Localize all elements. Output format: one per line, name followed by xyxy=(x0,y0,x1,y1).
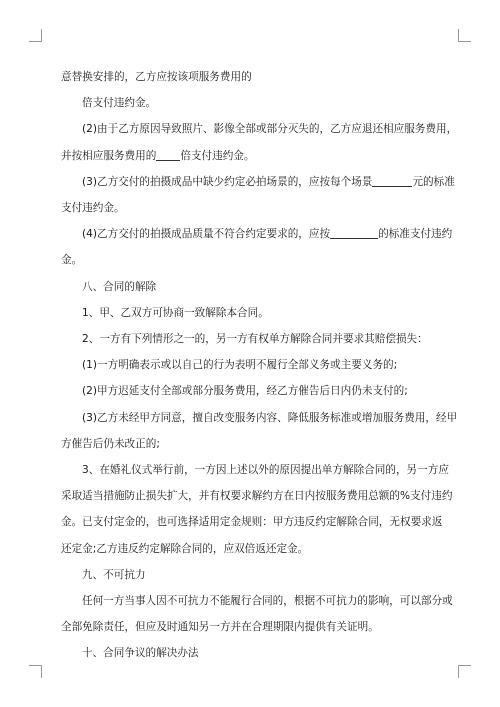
text-line: 2、一方有下列情形之一的，另一方有权单方解除合同并要求其赔偿损失： xyxy=(82,333,428,346)
text-line: 1、甲、乙双方可协商一致解除本合同。 xyxy=(82,306,269,319)
text-line: 还定金;乙方违反约定解除合同的，应双倍返还定金。 xyxy=(61,542,309,555)
text-line xyxy=(61,221,453,247)
text-line xyxy=(61,143,441,169)
text-line: (2)由于乙方原因导致照片、影像全部或部分灭失的，乙方应退还相应服务费用， xyxy=(82,123,458,136)
text-line: 采取适当措施防止损失扩大，并有权要求解约方在日内按服务费用总额的%支付违约 xyxy=(61,490,453,503)
section-heading: 十、合同争议的解决办法 xyxy=(82,647,199,660)
text-span: 并按相应服务费用的 xyxy=(61,149,157,162)
text-span: 的标准支付违约 xyxy=(378,228,453,241)
fill-in-blank xyxy=(156,148,180,161)
section-heading: 九、不可抗力 xyxy=(82,568,146,581)
text-line: 金。 xyxy=(61,254,83,267)
text-span: 倍支付违约金。 xyxy=(82,97,157,110)
text-line: 全部免除责任，但应及时通知另一方并在合理期限内提供有关证明。 xyxy=(61,621,379,634)
text-line: 金。已支付定金的，也可选择适用定金规则：甲方违反约定解除合同，无权要求返 xyxy=(61,516,443,529)
text-line: (2)甲方迟延支付全部或部分服务费用，经乙方催告后日内仍未支付的; xyxy=(82,385,408,398)
text-line: 3、在婚礼仪式举行前，一方因上述以外的原因提出单方解除合同的，另一方应 xyxy=(82,464,449,477)
text-line: (3)乙方未经甲方同意，擅自改变服务内容、降低服务标准或增加服务费用，经甲 xyxy=(82,411,458,424)
text-line: (1)一方明确表示或以自己的行为表明不履行全部义务或主要义务的; xyxy=(82,359,398,372)
text-line: 支付违约金。 xyxy=(61,202,125,215)
text-line xyxy=(61,90,441,116)
text-line: 任何一方当事人因不可抗力不能履行合同的，根据不可抗力的影响，可以部分或 xyxy=(82,595,453,608)
crop-mark-bottom-right xyxy=(458,665,471,678)
text-line: 方催告后仍未改正的; xyxy=(61,437,160,450)
text-span: (3)乙方交付的拍摄成品中缺少约定必拍场景的，应按每个场景 xyxy=(82,175,373,188)
text-span: 倍支付违约金。 xyxy=(180,149,255,162)
section-heading: 八、合同的解除 xyxy=(82,280,157,293)
fill-in-blank xyxy=(330,226,378,239)
document-body xyxy=(61,64,458,667)
text-line xyxy=(61,169,455,195)
text-span: (4)乙方交付的拍摄成品质量不符合约定要求的，应按 xyxy=(82,228,331,241)
fill-in-blank xyxy=(372,174,412,187)
text-line: 意替换安排的，乙方应按该项服务费用的 xyxy=(61,71,252,83)
crop-mark-bottom-left xyxy=(29,665,42,678)
crop-mark-top-left xyxy=(29,29,42,42)
text-span: 元的标准 xyxy=(412,175,455,188)
crop-mark-top-right xyxy=(458,29,471,42)
